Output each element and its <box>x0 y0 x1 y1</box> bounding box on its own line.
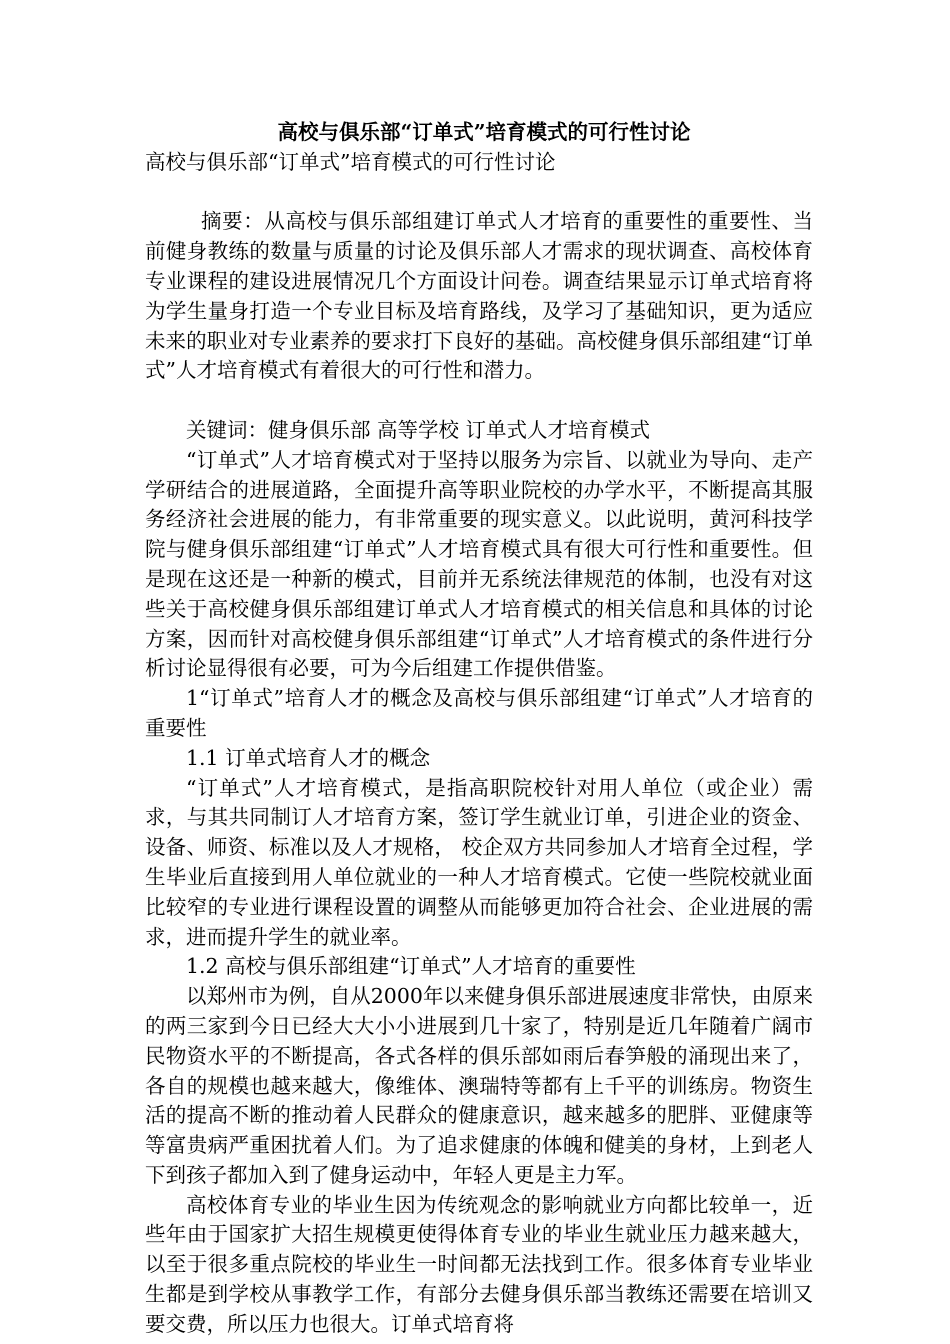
blank-line <box>145 386 813 416</box>
intro-paragraph: “订单式”人才培育模式对于坚持以服务为宗旨、以就业为导向、走产学研结合的进展道路，全面提升高等职业院校的办学水平，不断提高其服务经济社会进展的能力，有非常重要的现实意义。以此说明，黄河科技学院与健身俱乐部组建“订单式”人才培育模式具有很大可行性和重要性。但是现在这还是一种新的模式，目前并无系统法律规范的体制，也没有对这些关于高校健身俱乐部组建订单式人才培育模式的相关信息和具体的讨论方案，因而针对高校健身俱乐部组建“订单式”人才培育模式的条件进行分析讨论显得很有必要，可为今后组建工作提供借鉴。 <box>145 447 813 681</box>
section-1-2-heading: 1.2 高校与俱乐部组建“订单式”人才培育的重要性 <box>186 954 636 979</box>
blank-line <box>145 178 813 208</box>
section-1-heading: 1“订单式”培育人才的概念及高校与俱乐部组建“订单式”人才培育的重要性 <box>145 686 813 740</box>
abstract-paragraph: 摘要：从高校与俱乐部组建订单式人才培育的重要性的重要性、当前健身教练的数量与质量的讨论及俱乐部人才需求的现状调查、高校体育专业课程的建设进展情况几个方面设计问卷。调查结果显示订单式培育将为学生量身打造一个专业目标及培育路线，及学习了基础知识，更为适应未来的职业对专业素养的要求打下良好的基础。高校健身俱乐部组建“订单式”人才培育模式有着很大的可行性和潜力。 <box>145 209 813 383</box>
document-body <box>145 118 813 1340</box>
keywords-line: 关键词：健身俱乐部 高等学校 订单式人才培育模式 <box>186 417 651 442</box>
document-title: 高校与俱乐部“订单式”培育模式的可行性讨论 <box>277 120 691 144</box>
document-subtitle: 高校与俱乐部“订单式”培育模式的可行性讨论 <box>145 149 556 174</box>
section-1-2-paragraph-1: 以郑州市为例，自从2000年以来健身俱乐部进展速度非常快，由原来的两三家到今日已经大大小小进展到几十家了，特别是近几年随着广阔市民物资水平的不断提高，各式各样的俱乐部如雨后春笋般的涌现出来了，各自的规模也越来越大，像维体、澳瑞特等都有上千平的训练房。物资生活的提高不断的推动着人民群众的健康意识，越来越多的肥胖、亚健康等等富贵病严重困扰着人们。为了追求健康的体魄和健美的身材，上到老人下到孩子都加入到了健身运动中，年轻人更是主力军。 <box>145 984 813 1187</box>
section-1-1-paragraph: “订单式”人才培育模式，是指高职院校针对用人单位（或企业）需求，与其共同制订人才培育方案，签订学生就业订单，引进企业的资金、设备、师资、标准以及人才规格， 校企双方共同参加人才培育全过程，学生毕业后直接到用人单位就业的一种人才培育模式。它使一些院校就业面比较窄的专业进行课程设置的调整从而能够更加符合社会、企业进展的需求，进而提升学生的就业率。 <box>145 775 813 949</box>
section-1-2-paragraph-2: 高校体育专业的毕业生因为传统观念的影响就业方向都比较单一，近些年由于国家扩大招生规模更使得体育专业的毕业生就业压力越来越大，以至于很多重点院校的毕业生一时间都无法找到工作。很多体育专业毕业生都是到学校从事教学工作，有部分去健身俱乐部当教练还需要在培训又要交费，所以压力也很大。订单式培育将 <box>145 1192 813 1336</box>
section-1-1-heading: 1.1 订单式培育人才的概念 <box>186 745 431 770</box>
